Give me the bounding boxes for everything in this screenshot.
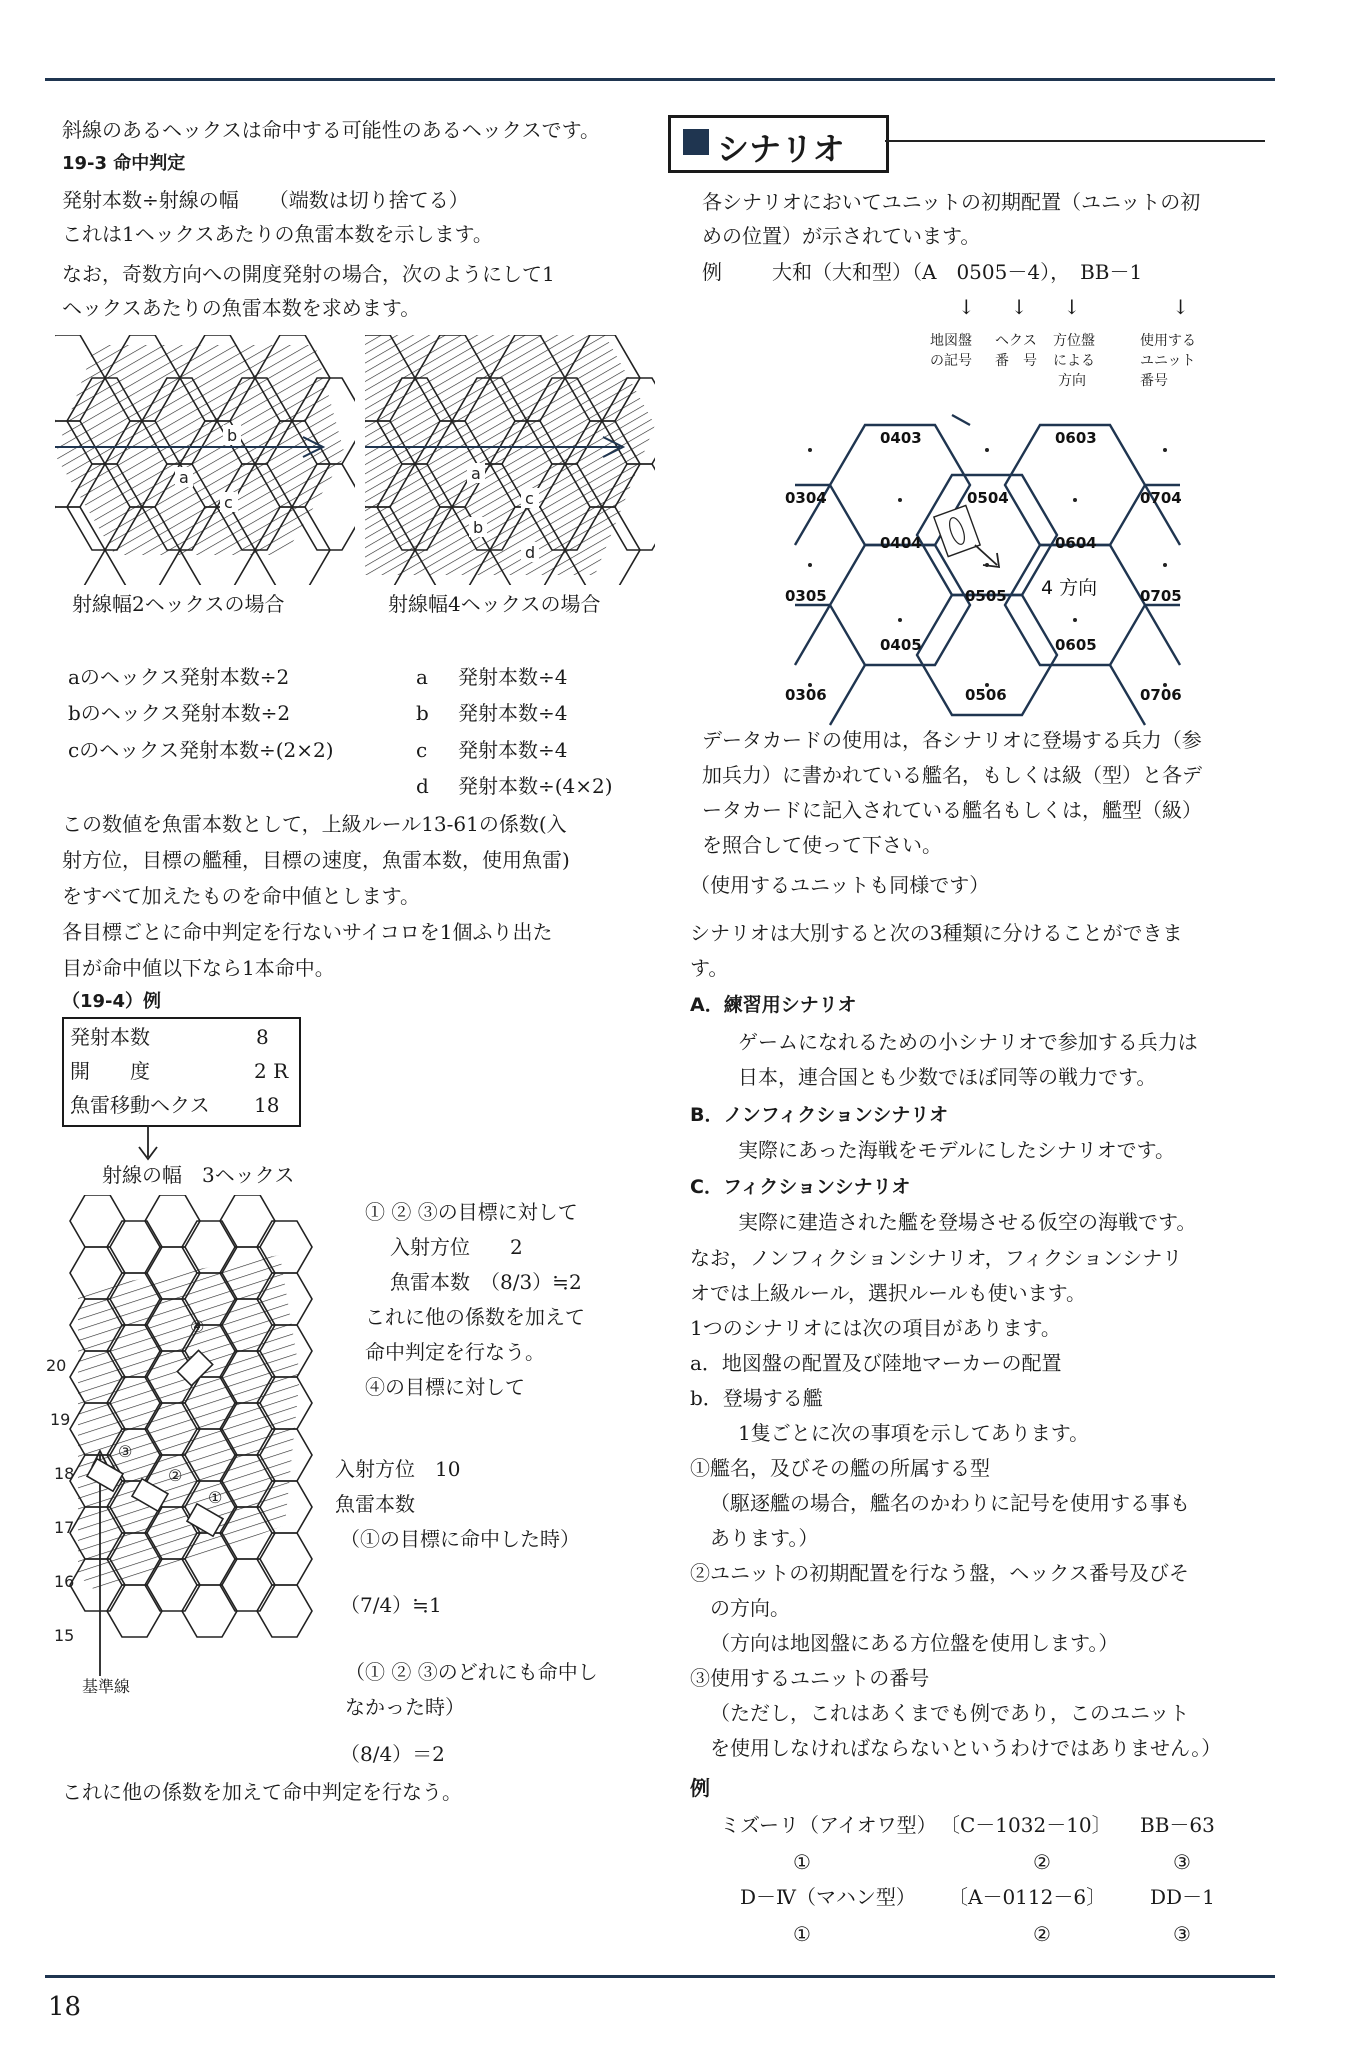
section-19-3-heading: 19-3 命中判定	[62, 153, 186, 174]
hex-diagram-example	[40, 1195, 340, 1715]
formula-text: 発射本数÷射線の幅 （端数は切り捨てる）	[62, 188, 469, 212]
side2-line-3: （①の目標に命中した時）	[340, 1527, 580, 1551]
hex-0504: 0504	[967, 489, 1009, 507]
row-4-right: 発射本数÷(4×2)	[458, 774, 613, 798]
ex2-row3-col1: D－Ⅳ（マハン型）	[740, 1885, 916, 1909]
target-3-label: ③	[118, 1442, 133, 1461]
side2-line-1: 入射方位 10	[335, 1457, 461, 1481]
r-p2-line-7: す。	[690, 956, 729, 980]
hex-diagram-width-4	[365, 335, 655, 585]
side-line-1: ① ② ③の目標に対して	[365, 1200, 578, 1224]
r-p3-line-9: あります。）	[710, 1526, 819, 1550]
side-line-4: これに他の係数を加えて	[365, 1305, 585, 1329]
note-3-line-1: 方位盤	[1053, 333, 1095, 349]
r-p3-line-2: オでは上級ルール，選択ルールも使います。	[690, 1281, 1086, 1305]
r-paragraph-1b: めの位置）が示されています。	[702, 224, 981, 248]
square-icon	[683, 129, 709, 155]
label-b-2: b	[473, 518, 484, 537]
ex2-row3-col3: DD－1	[1150, 1885, 1215, 1909]
type-c-heading: C．フィクションシナリオ	[690, 1176, 911, 1198]
ex-key-2: 開 度	[70, 1059, 150, 1083]
ex2-row3-col2: 〔A－0112－6〕	[948, 1885, 1107, 1909]
note-4-line-3: 番号	[1140, 373, 1168, 389]
target-4-label: ④	[190, 1317, 205, 1336]
paragraph-3-line-1: この数値を魚雷本数として，上級ルール13-61の係数(入	[62, 812, 567, 836]
paragraph-1: これは1ヘックスあたりの魚雷本数を示します。	[62, 222, 493, 246]
r-p3-line-7: ①艦名，及びその艦の所属する型	[690, 1456, 990, 1480]
row-3-right: 発射本数÷4	[458, 738, 568, 762]
example-box	[62, 1017, 301, 1127]
title-rule	[885, 140, 1265, 142]
r-p2-line-6: シナリオは大別すると次の3種類に分けることができま	[690, 921, 1183, 945]
hex-0403: 0403	[880, 429, 922, 447]
side-line-2: 入射方位 2	[390, 1235, 523, 1259]
label-d-2: d	[525, 543, 536, 562]
hex-0603: 0603	[1055, 429, 1097, 447]
r-p3-line-14: （ただし，これはあくまでも例であり，このユニット	[710, 1701, 1190, 1725]
top-rule	[45, 78, 1275, 81]
r-example-label: 例	[702, 260, 722, 284]
width-label: 射線の幅 3ヘックス	[102, 1163, 295, 1187]
scenario-title: シナリオ	[717, 130, 845, 168]
r-example-text: 大和（大和型）（A 0505－4）， BB－1	[772, 260, 1143, 284]
caption-width-4: 射線幅4ヘックスの場合	[388, 592, 601, 616]
note-4-line-1: 使用する	[1140, 333, 1196, 349]
target-1-label: ①	[208, 1488, 223, 1507]
r-p3-line-4: a．地図盤の配置及び陸地マーカーの配置	[690, 1351, 1062, 1375]
hex-diagram-width-2	[55, 335, 365, 585]
paragraph-3-line-3: をすべて加えたものを命中値とします。	[62, 884, 420, 908]
row-1-right: 発射本数÷4	[458, 665, 568, 689]
r-p2-line-1: データカードの使用は，各シナリオに登場する兵力（参	[702, 728, 1202, 752]
row-1-left: aのヘックス発射本数÷2	[68, 665, 290, 689]
down-arrow-icon	[133, 1125, 163, 1165]
r-p2-line-3: ータカードに記入されている艦名もしくは，艦型（級）	[702, 798, 1202, 822]
ex2-row2-col1: ①	[793, 1850, 811, 1874]
type-a-desc-1: ゲームになれるための小シナリオで参加する兵力は	[738, 1030, 1198, 1054]
r-p3-line-13: ③使用するユニットの番号	[690, 1666, 930, 1690]
row-number-17: 17	[54, 1518, 75, 1537]
r-paragraph-1a: 各シナリオにおいてユニットの初期配置（ユニットの初	[702, 190, 1201, 214]
type-b-heading: B．ノンフィクションシナリオ	[690, 1104, 949, 1126]
label-c-2: c	[525, 489, 534, 508]
row-2-letter: b	[416, 701, 429, 725]
ex2-row1-col2: 〔C－1032－10〕	[940, 1813, 1112, 1837]
hex-0405: 0405	[880, 636, 922, 654]
r-p3-line-6: 1隻ごとに次の事項を示してあります。	[718, 1421, 1090, 1445]
r-p3-line-10: ②ユニットの初期配置を行なう盤，ヘックス番号及びそ	[690, 1561, 1189, 1585]
hex-0706: 0706	[1140, 686, 1182, 704]
row-1-letter: a	[416, 665, 428, 689]
label-c: c	[224, 493, 233, 512]
r-p3-line-8: （駆逐艦の場合，艦名のかわりに記号を使用する事も	[710, 1491, 1190, 1515]
r-p3-line-12: （方向は地図盤にある方位盤を使用します。）	[710, 1631, 1119, 1655]
side2-line-2: 魚雷本数	[335, 1492, 415, 1516]
r-p3-line-1: なお，ノンフィクションシナリオ，フィクションシナリ	[690, 1246, 1183, 1270]
page-number: 18	[48, 1992, 82, 2022]
r-p3-line-5: b．登場する艦	[690, 1386, 823, 1410]
hex-0605: 0605	[1055, 636, 1097, 654]
paragraph-2b: ヘックスあたりの魚雷本数を求めます。	[62, 296, 421, 320]
intro-text: 斜線のあるヘックスは命中する可能性のあるヘックスです。	[62, 118, 600, 142]
r-p3-line-15: を使用しなければならないというわけではありません。）	[710, 1736, 1222, 1760]
note-3-line-3: 方向	[1058, 373, 1086, 389]
hex-0705: 0705	[1140, 587, 1182, 605]
paragraph-3-line-5: 目が命中値以下なら1本命中。	[62, 956, 335, 980]
r-p3-line-11: の方向。	[710, 1596, 790, 1620]
paragraph-3-line-2: 射方位，目標の艦種，目標の速度，魚雷本数，使用魚雷)	[62, 848, 570, 872]
type-b-desc: 実際にあった海戦をモデルにしたシナリオです。	[738, 1138, 1175, 1162]
type-a-desc-2: 日本，連合国とも少数でほぼ同等の戦力です。	[738, 1065, 1157, 1089]
ex-key-3: 魚雷移動ヘクス	[70, 1093, 210, 1117]
scenario-title-box	[668, 115, 889, 173]
bottom-rule	[45, 1975, 1275, 1978]
side2-line-4: （7/4）≒1	[340, 1593, 442, 1617]
ex-val-2: 2 R	[254, 1059, 289, 1083]
hex-0404: 0404	[880, 534, 922, 552]
type-a-heading: A．練習用シナリオ	[690, 994, 857, 1016]
row-3-left: cのヘックス発射本数÷(2×2)	[68, 738, 334, 762]
paragraph-3-line-4: 各目標ごとに命中判定を行ないサイコロを1個ふり出た	[62, 920, 553, 944]
row-number-18: 18	[54, 1464, 75, 1483]
note-3-line-2: による	[1053, 353, 1095, 369]
target-2-label: ②	[168, 1466, 183, 1485]
hex-0305: 0305	[785, 587, 827, 605]
row-2-right: 発射本数÷4	[458, 701, 568, 725]
ex-key-1: 発射本数	[70, 1025, 150, 1049]
note-4-line-2: ユニット	[1140, 353, 1196, 369]
note-1-line-2: の記号	[930, 353, 972, 369]
hex-0306: 0306	[785, 686, 827, 704]
r-p2-line-2: 加兵力）に書かれている艦名，もしくは級（型）と各デ	[702, 763, 1202, 787]
hex-0604: 0604	[1055, 534, 1097, 552]
row-3-letter: c	[416, 738, 428, 762]
r-arrows: ↓ ↓ ↓ ↓	[958, 295, 1198, 319]
r-p2-line-5: （使用するユニットも同様です）	[690, 873, 990, 897]
note-2-line-2: 番 号	[995, 353, 1037, 369]
example-19-4-heading: （19-4）例	[62, 991, 162, 1012]
row-number-20: 20	[46, 1356, 67, 1375]
label-b: b	[227, 426, 238, 445]
direction-label: 4 方向	[1041, 577, 1098, 599]
side2-line-6: なかった時）	[345, 1695, 465, 1719]
ex2-row1-col1: ミズーリ（アイオワ型）	[720, 1813, 937, 1837]
ex2-row4-col3: ③	[1173, 1922, 1191, 1946]
scenario-hex-map	[775, 415, 1195, 715]
side2-line-7: （8/4）＝2	[340, 1742, 445, 1766]
r-p2-line-4: を照合して使って下さい。	[702, 833, 942, 857]
row-4-letter: d	[416, 774, 429, 798]
hex-0506: 0506	[965, 686, 1007, 704]
side-line-3: 魚雷本数 （8/3）≒2	[390, 1270, 582, 1294]
row-2-left: bのヘックス発射本数÷2	[68, 701, 291, 725]
ex-val-1: 8	[256, 1025, 269, 1049]
caption-width-2: 射線幅2ヘックスの場合	[72, 592, 285, 616]
hex-0704: 0704	[1140, 489, 1182, 507]
note-1-line-1: 地図盤	[930, 333, 972, 349]
hex-0304: 0304	[785, 489, 827, 507]
type-c-desc: 実際に建造された艦を登場させる仮空の海戦です。	[738, 1210, 1197, 1234]
r-p3-line-3: 1つのシナリオには次の項目があります。	[690, 1316, 1061, 1340]
ex2-row1-col3: BB－63	[1140, 1813, 1215, 1837]
row-number-16: 16	[54, 1572, 75, 1591]
side2-line-5: （① ② ③のどれにも命中し	[345, 1660, 598, 1684]
last-line: これに他の係数を加えて命中判定を行なう。	[62, 1780, 462, 1804]
ex2-row4-col2: ②	[1033, 1922, 1051, 1946]
ex2-row4-col1: ①	[793, 1922, 811, 1946]
side-line-5: 命中判定を行なう。	[365, 1340, 545, 1364]
ex2-label: 例	[690, 1776, 710, 1800]
ex-val-3: 18	[254, 1093, 280, 1117]
row-number-19: 19	[50, 1410, 71, 1429]
ex2-row2-col2: ②	[1033, 1850, 1051, 1874]
row-number-15: 15	[54, 1626, 75, 1645]
label-a: a	[179, 468, 189, 487]
label-a-2: a	[471, 464, 481, 483]
baseline-label: 基準線	[82, 1677, 131, 1696]
paragraph-2a: なお，奇数方向への開度発射の場合，次のようにして1	[62, 262, 555, 286]
note-2-line-1: ヘクス	[995, 333, 1037, 349]
hex-0505: 0505	[965, 587, 1007, 605]
side-line-6: ④の目標に対して	[365, 1375, 525, 1399]
ex2-row2-col3: ③	[1173, 1850, 1191, 1874]
